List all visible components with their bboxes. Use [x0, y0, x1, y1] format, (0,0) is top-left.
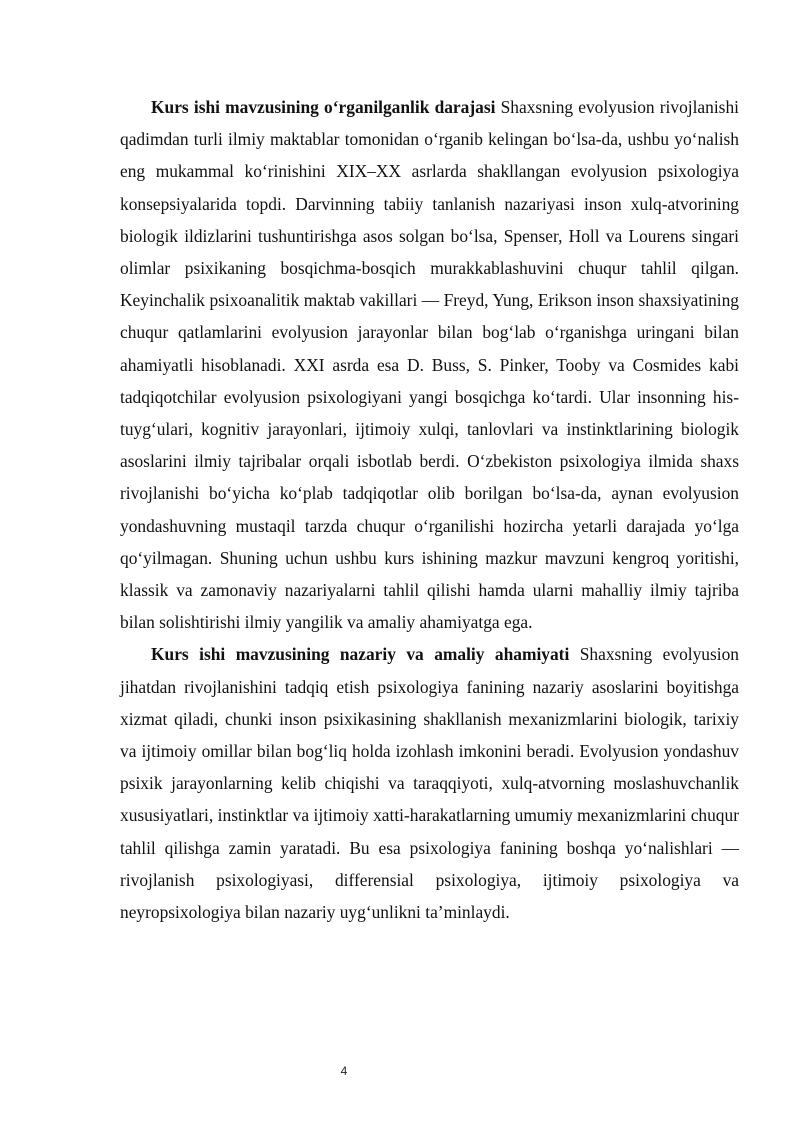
paragraph-heading: Kurs ishi mavzusining nazariy va amaliy ahamiyati [151, 644, 570, 665]
paragraph-research-degree [120, 91, 739, 638]
paragraph-significance [120, 638, 739, 928]
document-page [120, 91, 739, 928]
paragraph-body: Shaxsning evolyusion rivojlanishi qadimdan turli ilmiy maktablar tomonidan o‘rganib kelingan bo‘lsa-da, ushbu yo‘nalish eng mukammal ko‘rinishini XIX–XX asrlarda shakllangan evolyusion psixologiya konsepsiyalarida topdi. Darvinning tabiiy tanlanish nazariyasi inson xulq-atvorining biologik ildizlarini tushuntirishga asos solgan bo‘lsa, Spenser, Holl va Lourens singari olimlar psixikaning bosqichma-bosqich murakkablashuvini chuqur tahlil qilgan. Keyinchalik psixoanalitik maktab vakillari — Freyd, Yung, Erikson inson shaxsiyatining chuqur qatlamlarini evolyusion jarayonlar bilan bog‘lab o‘rganishga uringani bilan ahamiyatli hisoblanadi. XXI asrda esa D. Buss, S. Pinker, Tooby va Cosmides kabi tadqiqotchilar evolyusion psixologiyani yangi bosqichga ko‘tardi. Ular insonning his-tuyg‘ulari, kognitiv jarayonlari, ijtimoiy xulqi, tanlovlari va instinktlarining biologik asoslarini ilmiy tajribalar orqali isbotlab berdi. O‘zbekiston psixologiya ilmida shaxs rivojlanishi bo‘yicha ko‘plab tadqiqotlar olib borilgan bo‘lsa-da, aynan evolyusion yondashuvning mustaqil tarzda chuqur o‘rganilishi hozircha yetarli darajada yo‘lga qo‘yilmagan. Shuning uchun ushbu kurs ishining mazkur mavzuni kengroq yoritishi, klassik va zamonaviy nazariyalarni tahlil qilishi hamda ularni mahalliy ilmiy tajriba bilan solishtirishi ilmiy yangilik va amaliy ahamiyatga ega. [120, 97, 739, 633]
paragraph-body: Shaxsning evolyusion jihatdan rivojlanishini tadqiq etish psixologiya fanining nazariy asoslarini boyitishga xizmat qiladi, chunki inson psixikasining shakllanish mexanizmlarini biologik, tarixiy va ijtimoiy omillar bilan bog‘liq holda izohlash imkonini beradi. Evolyusion yondashuv psixik jarayonlarning kelib chiqishi va taraqqiyoti, xulq-atvorning moslashuvchanlik xususiyatlari, instinktlar va ijtimoiy xatti-harakatlarning umumiy mexanizmlarini chuqur tahlil qilishga zamin yaratadi. Bu esa psixologiya fanining boshqa yo‘nalishlari — rivojlanish psixologiyasi, differensial psixologiya, ijtimoiy psixologiya va neyropsixologiya bilan nazariy uyg‘unlikni ta’minlaydi. [120, 644, 739, 923]
paragraph-heading: Kurs ishi mavzusining o‘rganilganlik darajasi [151, 97, 496, 117]
page-number: 4 [340, 1064, 348, 1078]
